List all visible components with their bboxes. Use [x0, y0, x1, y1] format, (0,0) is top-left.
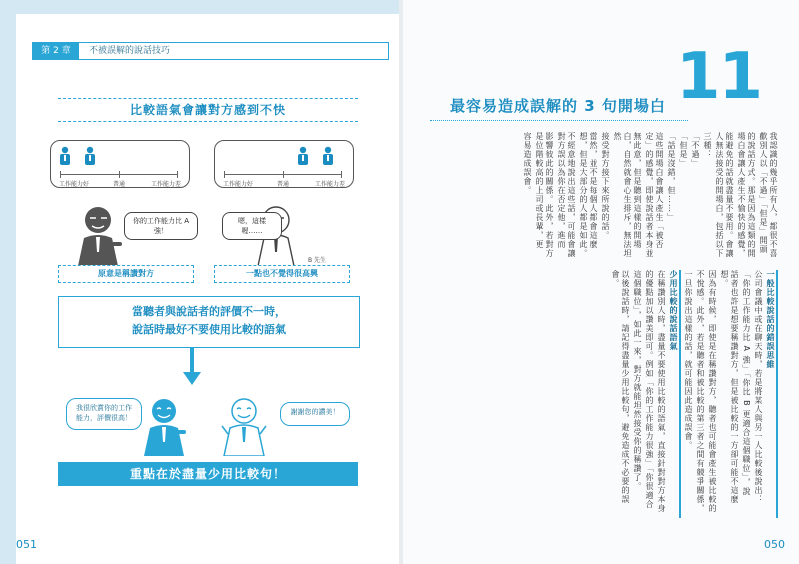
- body-line: 以後說話時，請記得盡量少用比較句，避免造成不必要的誤會。: [611, 270, 630, 504]
- bottom-left-speech: 我很欣賞你的工作能力，評價很高！: [66, 398, 142, 430]
- bottom-right-speech: 謝謝您的讚美！: [280, 402, 350, 426]
- body-text-top: [438, 132, 778, 262]
- page-number-left: 051: [16, 538, 37, 551]
- comparison-title: 比較語氣會讓對方感到不快: [58, 98, 358, 122]
- listener-tag: B 先生: [308, 257, 327, 264]
- left-scale-label-good: 工作能力好: [58, 181, 90, 188]
- left-people-icons: [58, 146, 108, 166]
- body-line: 因為有時候，即使是在稱讚對方，聽者也可能會產生被比較的: [708, 270, 717, 513]
- section-number: 11: [676, 40, 762, 114]
- key-point-box: [58, 296, 360, 348]
- body-line: 公司會議中或在聊天時，若是將某人與另一人比較後說出：: [754, 270, 763, 504]
- key-point-line-1: 當聽者與說話者的評價不一時，: [132, 305, 286, 318]
- body-line: 「不過」: [691, 132, 700, 168]
- chapter-number: 第 2 章: [33, 43, 79, 59]
- body-line: 「你的工作能力比 A 強」「你比 B 更適合這個職位」，說: [742, 270, 751, 497]
- right-speech-bubble: 嗯，這樣喔……: [222, 212, 282, 240]
- subheading: 少用比較的說話語氣: [668, 270, 681, 518]
- key-point-line-2: 說話時最好不要使用比較的語氣: [132, 323, 286, 336]
- body-line: 當然，並不是每個人都會這麼想，但是大部分的人都是如此。: [579, 132, 598, 258]
- section-title: 最容易造成誤解的 3 句開場白: [450, 97, 666, 115]
- left-scale: [58, 166, 182, 188]
- body-line: 「但是」: [679, 132, 688, 168]
- chapter-header: [32, 42, 389, 60]
- right-caption: 一點也不覺得很高興: [214, 265, 350, 283]
- body-line: 影響彼此的關係。此外，若對方是位階較高的上司或長輩，更: [535, 132, 554, 258]
- body-line: 這個職位」，如此一來，對方就能坦然接受你的稱讚了。: [633, 270, 642, 491]
- speaker-person-illustration: [76, 204, 126, 266]
- left-scale-label-bad: 工作能力差: [150, 181, 182, 188]
- body-line: 無此意，但是聽到這樣的開場白，自然就會心生排斥，無法坦然: [613, 132, 642, 258]
- right-scale-label-normal: 普通: [276, 181, 290, 188]
- body-line: 在稱讚別人時，盡量不要使用比較的語氣，直接針對對方本身: [657, 270, 666, 513]
- left-scale-label-normal: 普通: [112, 181, 126, 188]
- happy-speaker-illustration: [140, 396, 190, 456]
- body-line: 一旦你說出這樣的話，就可能因此造成誤會。: [684, 270, 693, 450]
- summary-banner: 重點在於盡量少用比較句！: [58, 462, 358, 486]
- body-line: 我認識的幾乎所有人，都很不喜歡別人以「不過」「但是」開頭: [759, 132, 778, 258]
- body-line: 容易造成誤會。: [523, 132, 532, 195]
- left-caption: 原意是稱讚對方: [58, 265, 194, 283]
- right-people-icons: [296, 146, 346, 166]
- body-line: 三種：: [703, 132, 712, 159]
- body-line: 不悅感。此外，若是聽者和被比較的第三者之間有競爭關係，: [696, 270, 705, 513]
- right-scale-label-good: 工作能力好: [222, 181, 254, 188]
- body-text-bottom: [438, 270, 778, 520]
- body-line: 話者也許是想要稱讚對方，但是被比較的一方卻可能不這麼想。: [720, 270, 739, 504]
- happy-listener-illustration: [220, 396, 270, 456]
- body-line: 接受對方接下來所說的話。: [601, 132, 610, 240]
- subheading: 一般比較說話的錯誤思維: [765, 270, 778, 518]
- body-line: 這些開場白會讓人產生「被否定」的感覺，即使說話者本身並: [645, 132, 664, 258]
- left-speech-bubble: 你的工作能力比 A 強！: [124, 212, 198, 240]
- body-line: 的說話方式。那是因為這類的開場白會讓人產生不愉快的感覺，: [737, 132, 756, 258]
- body-line: 不經意地說出這些話，可能會讓對方誤以為你在否定他，進而: [557, 132, 576, 258]
- body-line: 能避免的話就盡量不要用。會讓人無法接受的開場白，包括以下: [715, 132, 734, 258]
- right-scale: [222, 166, 346, 188]
- page-number-right: 050: [764, 538, 785, 551]
- body-line: 的優點加以讚美即可。例如「你的工作能力很強」「你很適合: [645, 270, 654, 509]
- chapter-title: 不被誤解的說話技巧: [89, 46, 171, 56]
- right-scale-label-bad: 工作能力差: [314, 181, 346, 188]
- title-rule: [430, 120, 688, 122]
- arrow-down-icon: [181, 348, 203, 386]
- body-line: 「話是沒錯，但……」: [667, 132, 676, 222]
